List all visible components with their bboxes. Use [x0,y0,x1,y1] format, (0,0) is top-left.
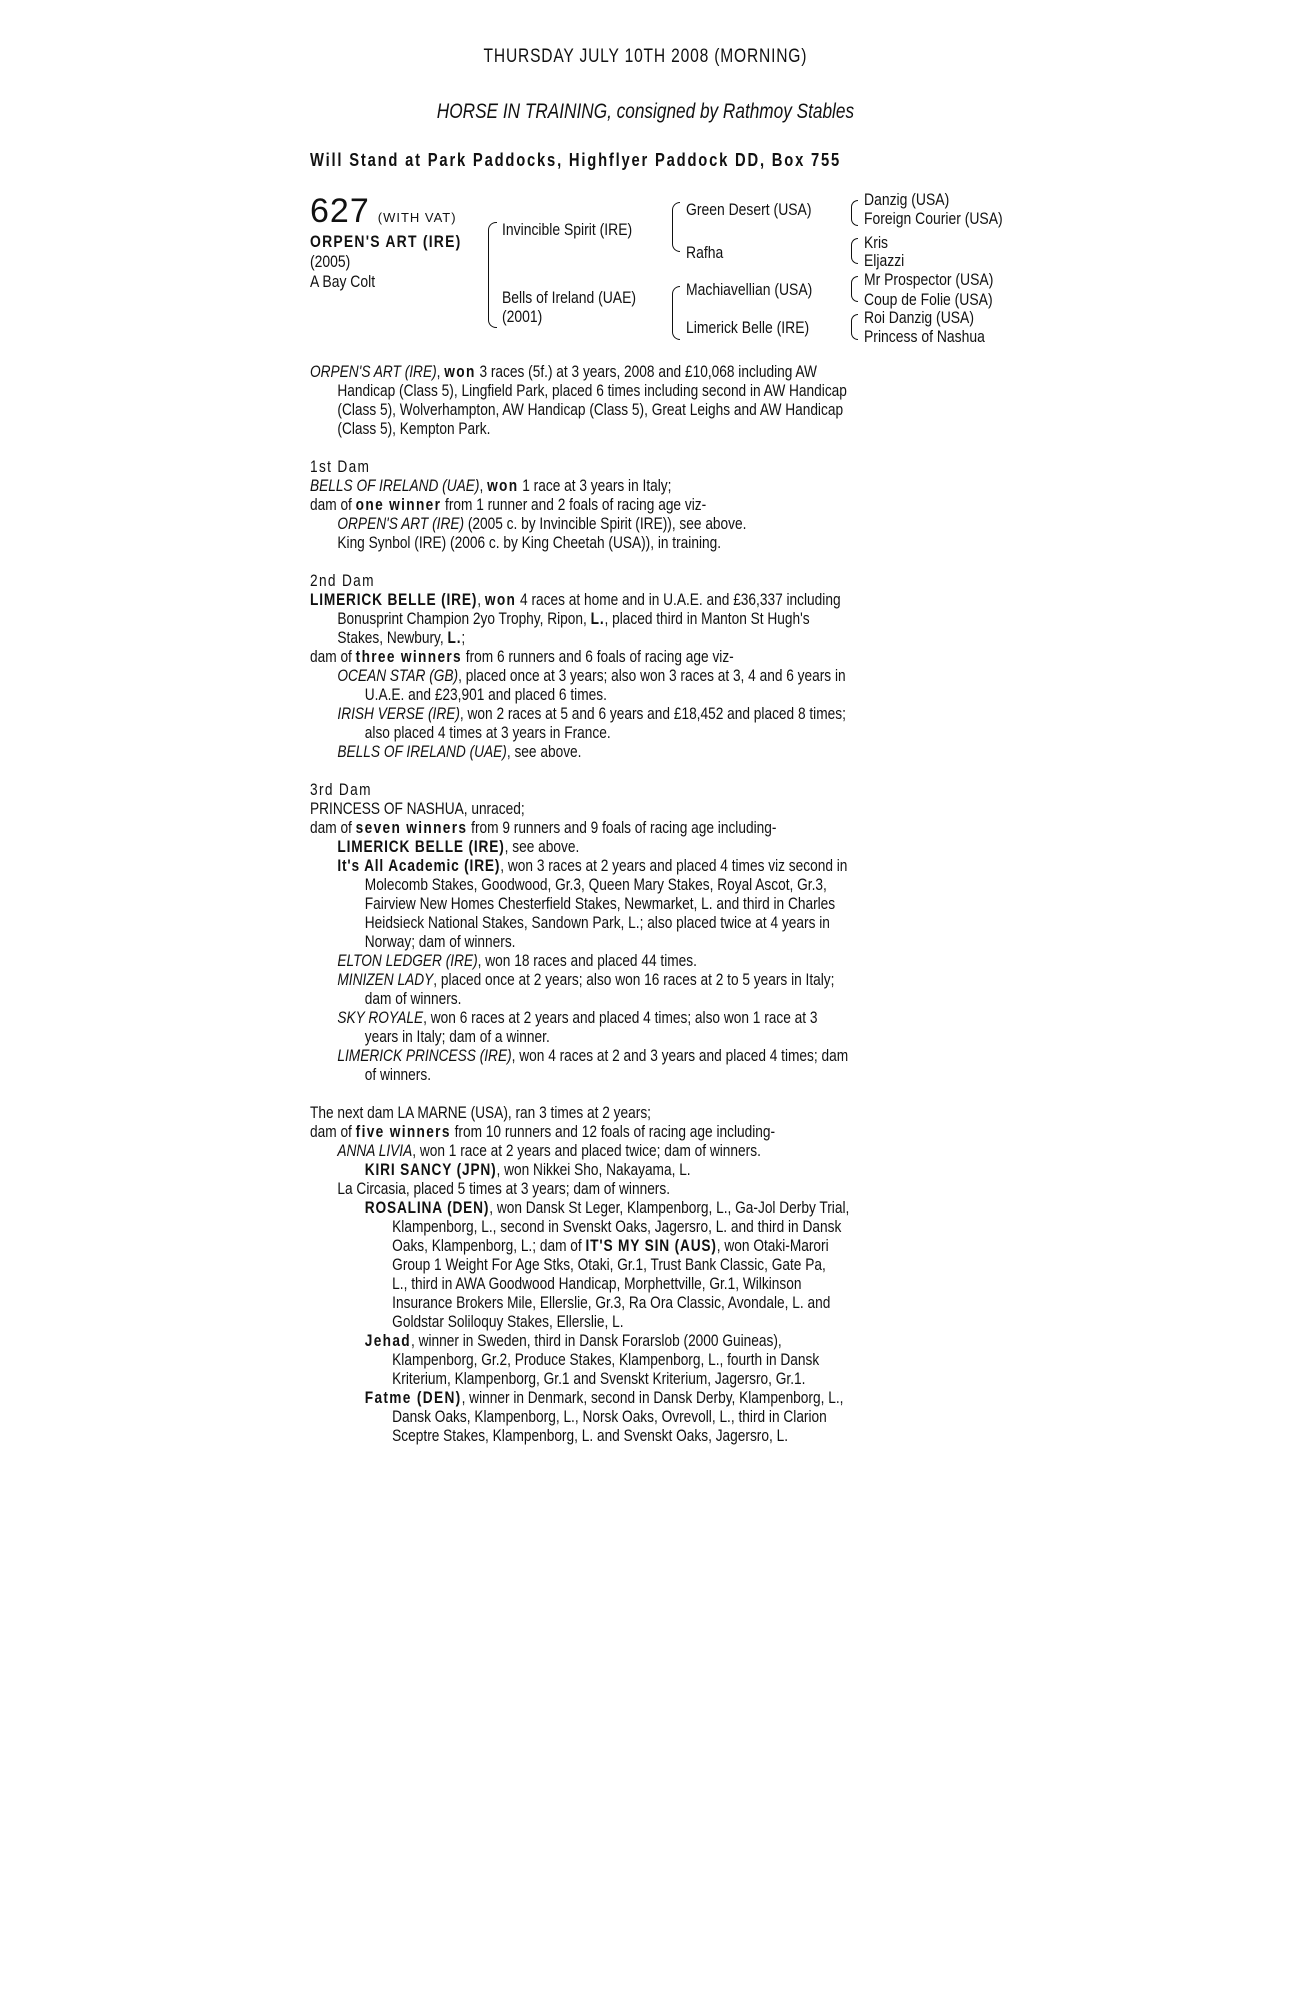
next-dam-grandfoal: Insurance Brokers Mile, Ellerslie, Gr.3, Ra Ora Classic, Avondale, L. and [392,1294,831,1312]
vat-note: (WITH VAT) [377,210,457,225]
first-dam-produce-line: dam of one winner from 1 runner and 2 foals of racing age viz- [310,496,707,514]
pedigree-sire: Invincible Spirit (IRE) [502,220,633,239]
next-dam-grandfoal: KIRI SANCY (JPN), won Nikkei Sho, Nakayama, L. [364,1161,691,1179]
pedigree-dam-sire: Machiavellian (USA) [686,280,813,299]
pedigree-brace-dam [672,286,680,340]
third-dam-foal: of winners. [364,1066,432,1084]
pedigree-sire-sire: Green Desert (USA) [686,200,812,219]
third-dam-produce-line: dam of seven winners from 9 runners and 9 foals of racing age including- [310,819,777,837]
pedigree-brace-g3 [851,276,858,302]
consignment-line: HORSE IN TRAINING, consigned by Rathmoy Stables [436,100,854,123]
pedigree-g8: Princess of Nashua [864,327,985,346]
third-dam-foal: ELTON LEDGER (IRE), won 18 races and placed 44 times. [337,952,697,970]
next-dam-foal: La Circasia, placed 5 times at 3 years; dam of winners. [337,1180,671,1198]
second-dam-line: Stakes, Newbury, L.; [337,629,466,647]
third-dam-foal: SKY ROYALE, won 6 races at 2 years and placed 4 times; also won 1 race at 3 [337,1009,818,1027]
second-dam-foal: OCEAN STAR (GB), placed once at 3 years; also won 3 races at 3, 4 and 6 years in [337,667,846,685]
lot-header [310,192,457,231]
pedigree-g3: Kris [864,233,889,252]
race-record-line: (Class 5), Kempton Park. [337,420,491,438]
pedigree-g4: Eljazzi [864,251,905,270]
pedigree-g2: Foreign Courier (USA) [864,209,1003,228]
third-dam-foal: LIMERICK PRINCESS (IRE), won 4 races at 2 and 3 years and placed 4 times; dam [337,1047,849,1065]
pedigree-dam-year: (2001) [502,307,543,326]
next-dam-grandfoal: L., third in AWA Goodwood Handicap, Morphettville, Gr.1, Wilkinson [392,1275,802,1293]
third-dam-heading: 3rd Dam [310,781,372,799]
next-dam-grandfoal: Goldstar Soliloquy Stakes, Ellerslie, L. [392,1313,624,1331]
second-dam-line: Bonusprint Champion 2yo Trophy, Ripon, L., placed third in Manton St Hugh's [337,610,810,628]
horse-year: (2005) [310,252,351,271]
next-dam-line: The next dam LA MARNE (USA), ran 3 times at 2 years; [310,1104,651,1122]
lot-number: 627 [310,192,370,230]
second-dam-foal: BELLS OF IRELAND (UAE), see above. [337,743,582,761]
first-dam-heading: 1st Dam [310,458,371,476]
pedigree-brace-sire [672,202,680,252]
next-dam-grandfoal: Sceptre Stakes, Klampenborg, L. and Svenskt Oaks, Jagersro, L. [392,1427,789,1445]
pedigree-sire-dam: Rafha [686,243,724,262]
next-dam-grandfoal: Klampenborg, L., second in Svenskt Oaks, Jagersro, L. and third in Dansk [392,1218,842,1236]
race-record: ORPEN'S ART (IRE), won 3 races (5f.) at 3 years, 2008 and £10,068 including AW [310,363,817,381]
first-dam-line: BELLS OF IRELAND (UAE), won 1 race at 3 years in Italy; [310,477,672,495]
third-dam-foal: It's All Academic (IRE), won 3 races at 2 years and placed 4 times viz second in [337,857,848,875]
next-dam-grandfoal: ROSALINA (DEN), won Dansk St Leger, Klampenborg, L., Ga-Jol Derby Trial, [364,1199,850,1217]
second-dam-foal: also placed 4 times at 3 years in France. [364,724,611,742]
third-dam-foal: Fairview New Homes Chesterfield Stakes, Newmarket, L. and third in Charles [364,895,836,913]
second-dam-line: LIMERICK BELLE (IRE), won 4 races at home and in U.A.E. and £36,337 including [310,591,841,609]
third-dam-foal: Heidsieck National Stakes, Sandown Park, L.; also placed twice at 4 years in [364,914,830,932]
pedigree-dam: Bells of Ireland (UAE) [502,288,637,307]
race-record-line: Handicap (Class 5), Lingfield Park, placed 6 times including second in AW Handicap [337,382,847,400]
pedigree-brace-g1 [851,200,858,226]
catalogue-body [310,363,1010,1446]
second-dam-produce-line: dam of three winners from 6 runners and 6 foals of racing age viz- [310,648,734,666]
first-dam-foal: ORPEN'S ART (IRE) (2005 c. by Invincible Spirit (IRE)), see above. [337,515,747,533]
stand-location: Will Stand at Park Paddocks, Highflyer Paddock DD, Box 755 [310,150,842,170]
third-dam-foal: Norway; dam of winners. [364,933,516,951]
next-dam-grandfoal: Oaks, Klampenborg, L.; dam of IT'S MY SIN (AUS), won Otaki-Marori [392,1237,829,1255]
third-dam-foal: Molecomb Stakes, Goodwood, Gr.3, Queen Mary Stakes, Royal Ascot, Gr.3, [364,876,827,894]
next-dam-produce-line: dam of five winners from 10 runners and 12 foals of racing age including- [310,1123,776,1141]
pedigree-g6: Coup de Folie (USA) [864,290,993,309]
second-dam-foal: U.A.E. and £23,901 and placed 6 times. [364,686,607,704]
sale-date: THURSDAY JULY 10TH 2008 (MORNING) [483,46,807,67]
next-dam-grandfoal: Dansk Oaks, Klampenborg, L., Norsk Oaks, Ovrevoll, L., third in Clarion [392,1408,827,1426]
horse-description: A Bay Colt [310,272,376,291]
third-dam-line: PRINCESS OF NASHUA, unraced; [310,800,525,818]
pedigree-g5: Mr Prospector (USA) [864,270,994,289]
pedigree-g7: Roi Danzig (USA) [864,308,975,327]
third-dam-foal: MINIZEN LADY, placed once at 2 years; also won 16 races at 2 to 5 years in Italy; [337,971,835,989]
second-dam-foal: IRISH VERSE (IRE), won 2 races at 5 and 6 years and £18,452 and placed 8 times; [337,705,846,723]
next-dam-grandfoal: Group 1 Weight For Age Stks, Otaki, Gr.1, Trust Bank Classic, Gate Pa, [392,1256,826,1274]
first-dam-foal: King Synbol (IRE) (2006 c. by King Cheetah (USA)), in training. [337,534,722,552]
third-dam-foal: LIMERICK BELLE (IRE), see above. [337,838,580,856]
next-dam-foal: ANNA LIVIA, won 1 race at 2 years and placed twice; dam of winners. [337,1142,761,1160]
pedigree-brace-main [488,222,497,328]
pedigree-brace-g4 [851,314,858,340]
next-dam-grandfoal: Fatme (DEN), winner in Denmark, second in Dansk Derby, Klampenborg, L., [364,1389,844,1407]
second-dam-heading: 2nd Dam [310,572,375,590]
pedigree-brace-g2 [851,238,858,264]
next-dam-grandfoal: Kriterium, Klampenborg, Gr.1 and Svenskt Kriterium, Jagersro, Gr.1. [392,1370,806,1388]
next-dam-grandfoal: Klampenborg, Gr.2, Produce Stakes, Klampenborg, L., fourth in Dansk [392,1351,820,1369]
pedigree-g1: Danzig (USA) [864,190,950,209]
third-dam-foal: dam of winners. [364,990,462,1008]
third-dam-foal: years in Italy; dam of a winner. [364,1028,550,1046]
horse-identity [310,232,495,292]
horse-name: ORPEN'S ART (IRE) [310,232,462,251]
next-dam-grandfoal: Jehad, winner in Sweden, third in Dansk Forarslob (2000 Guineas), [364,1332,782,1350]
pedigree-dam-dam: Limerick Belle (IRE) [686,318,810,337]
race-record-line: (Class 5), Wolverhampton, AW Handicap (Class 5), Great Leighs and AW Handicap [337,401,844,419]
